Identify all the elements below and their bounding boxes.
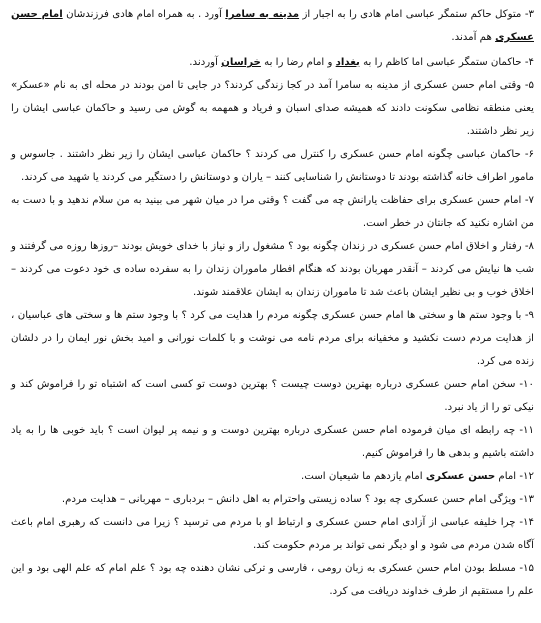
item-number: ۵- bbox=[524, 80, 534, 91]
item-text: آوردند. bbox=[189, 57, 222, 68]
item-number: ۱۳- bbox=[519, 494, 534, 505]
emphasis-text: مدینه به سامرا bbox=[225, 9, 300, 20]
item-text: امام حسن عسکری برای حفاظت یارانش چه می گفت ؟ وقتی مرا در میان شهر می بینید به من سلام ندهید و با دست به من اشاره نکنید که جانتان در خطر است. bbox=[11, 195, 534, 229]
list-item bbox=[11, 304, 534, 373]
item-text: مسلط بودن امام حسن عسکری به زبان رومی ، فارسی و ترکی نشان دهنده چه بود ؟ علم امام که علم الهی بود و این علم را مستقیم از طرف خداوند دریافت می کرد. bbox=[11, 563, 534, 597]
item-text: متوکل حاکم ستمگر عباسی امام هادی را به اجبار از bbox=[299, 9, 522, 20]
item-text: ویژگی امام حسن عسکری چه بود ؟ ساده زیستی واحترام به اهل دانش – بردباری – مهربانی – هدایت مردم. bbox=[61, 494, 517, 505]
list-item bbox=[11, 557, 534, 603]
item-text: رفتار و اخلاق امام حسن عسکری در زندان چگونه بود ؟ مشغول راز و نیاز با خدای خویش بودند –روزها روزه می گرفتند و شب ها نیایش می کردند – آنقدر مهربان بودند که هنگام افطار ماموران زندان را به سفرده ساده ی خود دعوت می کردند –اخلاق خوب و بی نظیر ایشان باعث شد تا ماموران زندان به ایشان علاقمند شوند. bbox=[11, 241, 534, 298]
item-number: ۱۰- bbox=[519, 379, 534, 390]
item-number: ۸- bbox=[524, 241, 534, 252]
list-item bbox=[11, 51, 534, 74]
item-number: ۱۱- bbox=[519, 425, 534, 436]
list-item bbox=[11, 143, 534, 189]
item-number: ۳- bbox=[524, 9, 534, 20]
item-text: هم آمدند. bbox=[451, 32, 496, 43]
item-text: حاکمان عباسی چگونه امام حسن عسکری را کنترل می کردند ؟ حاکمان عباسی ایشان را زیر نظر داشتند . جاسوس و مامور اطراف خانه گذاشته بودند تا دوستانش را شناسایی کنند – یاران و دوستانش را دستگیر می کردند یا شهید می کردند. bbox=[11, 149, 534, 183]
item-text: سخن امام حسن عسکری درباره بهترین دوست چیست ؟ بهترین دوست تو کسی است که اشتباه تو را فراموش کند و نیکی تو را از یاد نبرد. bbox=[11, 379, 534, 413]
item-text: چرا خلیفه عباسی از آزادی امام حسن عسکری و ارتباط او با مردم می ترسید ؟ زیرا می دانست که رهبری امام باعث آگاه شدن مردم می شود و او دیگر نمی تواند بر مردم حکومت کند. bbox=[11, 517, 534, 551]
item-number: ۷- bbox=[524, 195, 534, 206]
emphasis-text: خراسان bbox=[221, 57, 261, 68]
list-item bbox=[11, 189, 534, 235]
item-number: ۱۴- bbox=[519, 517, 534, 528]
item-number: ۱۲- bbox=[519, 471, 534, 482]
list-item bbox=[11, 419, 534, 465]
item-text: امام bbox=[495, 471, 517, 482]
emphasis-text: حسن عسکری bbox=[425, 471, 496, 482]
item-text: و امام رضا را به bbox=[260, 57, 336, 68]
item-number: ۹- bbox=[524, 310, 534, 321]
item-text: وقتی امام حسن عسکری از مدینه به سامرا آمد در کجا زندگی کردند؟ در جایی تا امن بودند در محله ای به نام «عسکر» یعنی منطقه نظامی سکونت دادند که همیشه صدای اسبان و فریاد و همهمه به گوش می رسید و حاکمان عباسی ایشان را زیر نظر داشتند. bbox=[11, 80, 534, 137]
item-number: ۱۵- bbox=[519, 563, 534, 574]
emphasis-text: بغداد bbox=[335, 57, 360, 68]
list-item bbox=[11, 3, 534, 49]
item-text: امام یازدهم ما شیعیان است. bbox=[301, 471, 426, 482]
item-number: ۶- bbox=[524, 149, 534, 160]
list-item bbox=[11, 488, 534, 511]
emphasis-text: امام حسن عسکری bbox=[11, 9, 534, 43]
item-text: حاکمان ستمگر عباسی اما کاظم را به bbox=[359, 57, 522, 68]
list-item bbox=[11, 235, 534, 304]
item-text: چه رابطه ای میان فرموده امام حسن عسکری درباره بهترین دوست و و نیمه پر لیوان است ؟ باید خوبی ها را به یاد داشته باشیم و بدهی ها را فراموش کنیم. bbox=[11, 425, 534, 459]
item-text: با وجود ستم ها و سختی ها امام حسن عسکری چگونه مردم را هدایت می کرد ؟ با وجود ستم ها و سختی های عباسیان ، از هدایت مردم دست نکشید و مخفیانه برای مردم نامه می نوشت و با کلمات نورانی و امید بخش نور ایمان را در دلشان زنده می کرد. bbox=[11, 310, 534, 367]
list-item bbox=[11, 74, 534, 143]
list-item bbox=[11, 373, 534, 419]
list-item bbox=[11, 465, 534, 488]
item-text: آورد . به همراه امام هادی فرزندشان bbox=[62, 9, 226, 20]
list-item bbox=[11, 511, 534, 557]
item-number: ۴- bbox=[524, 57, 534, 68]
